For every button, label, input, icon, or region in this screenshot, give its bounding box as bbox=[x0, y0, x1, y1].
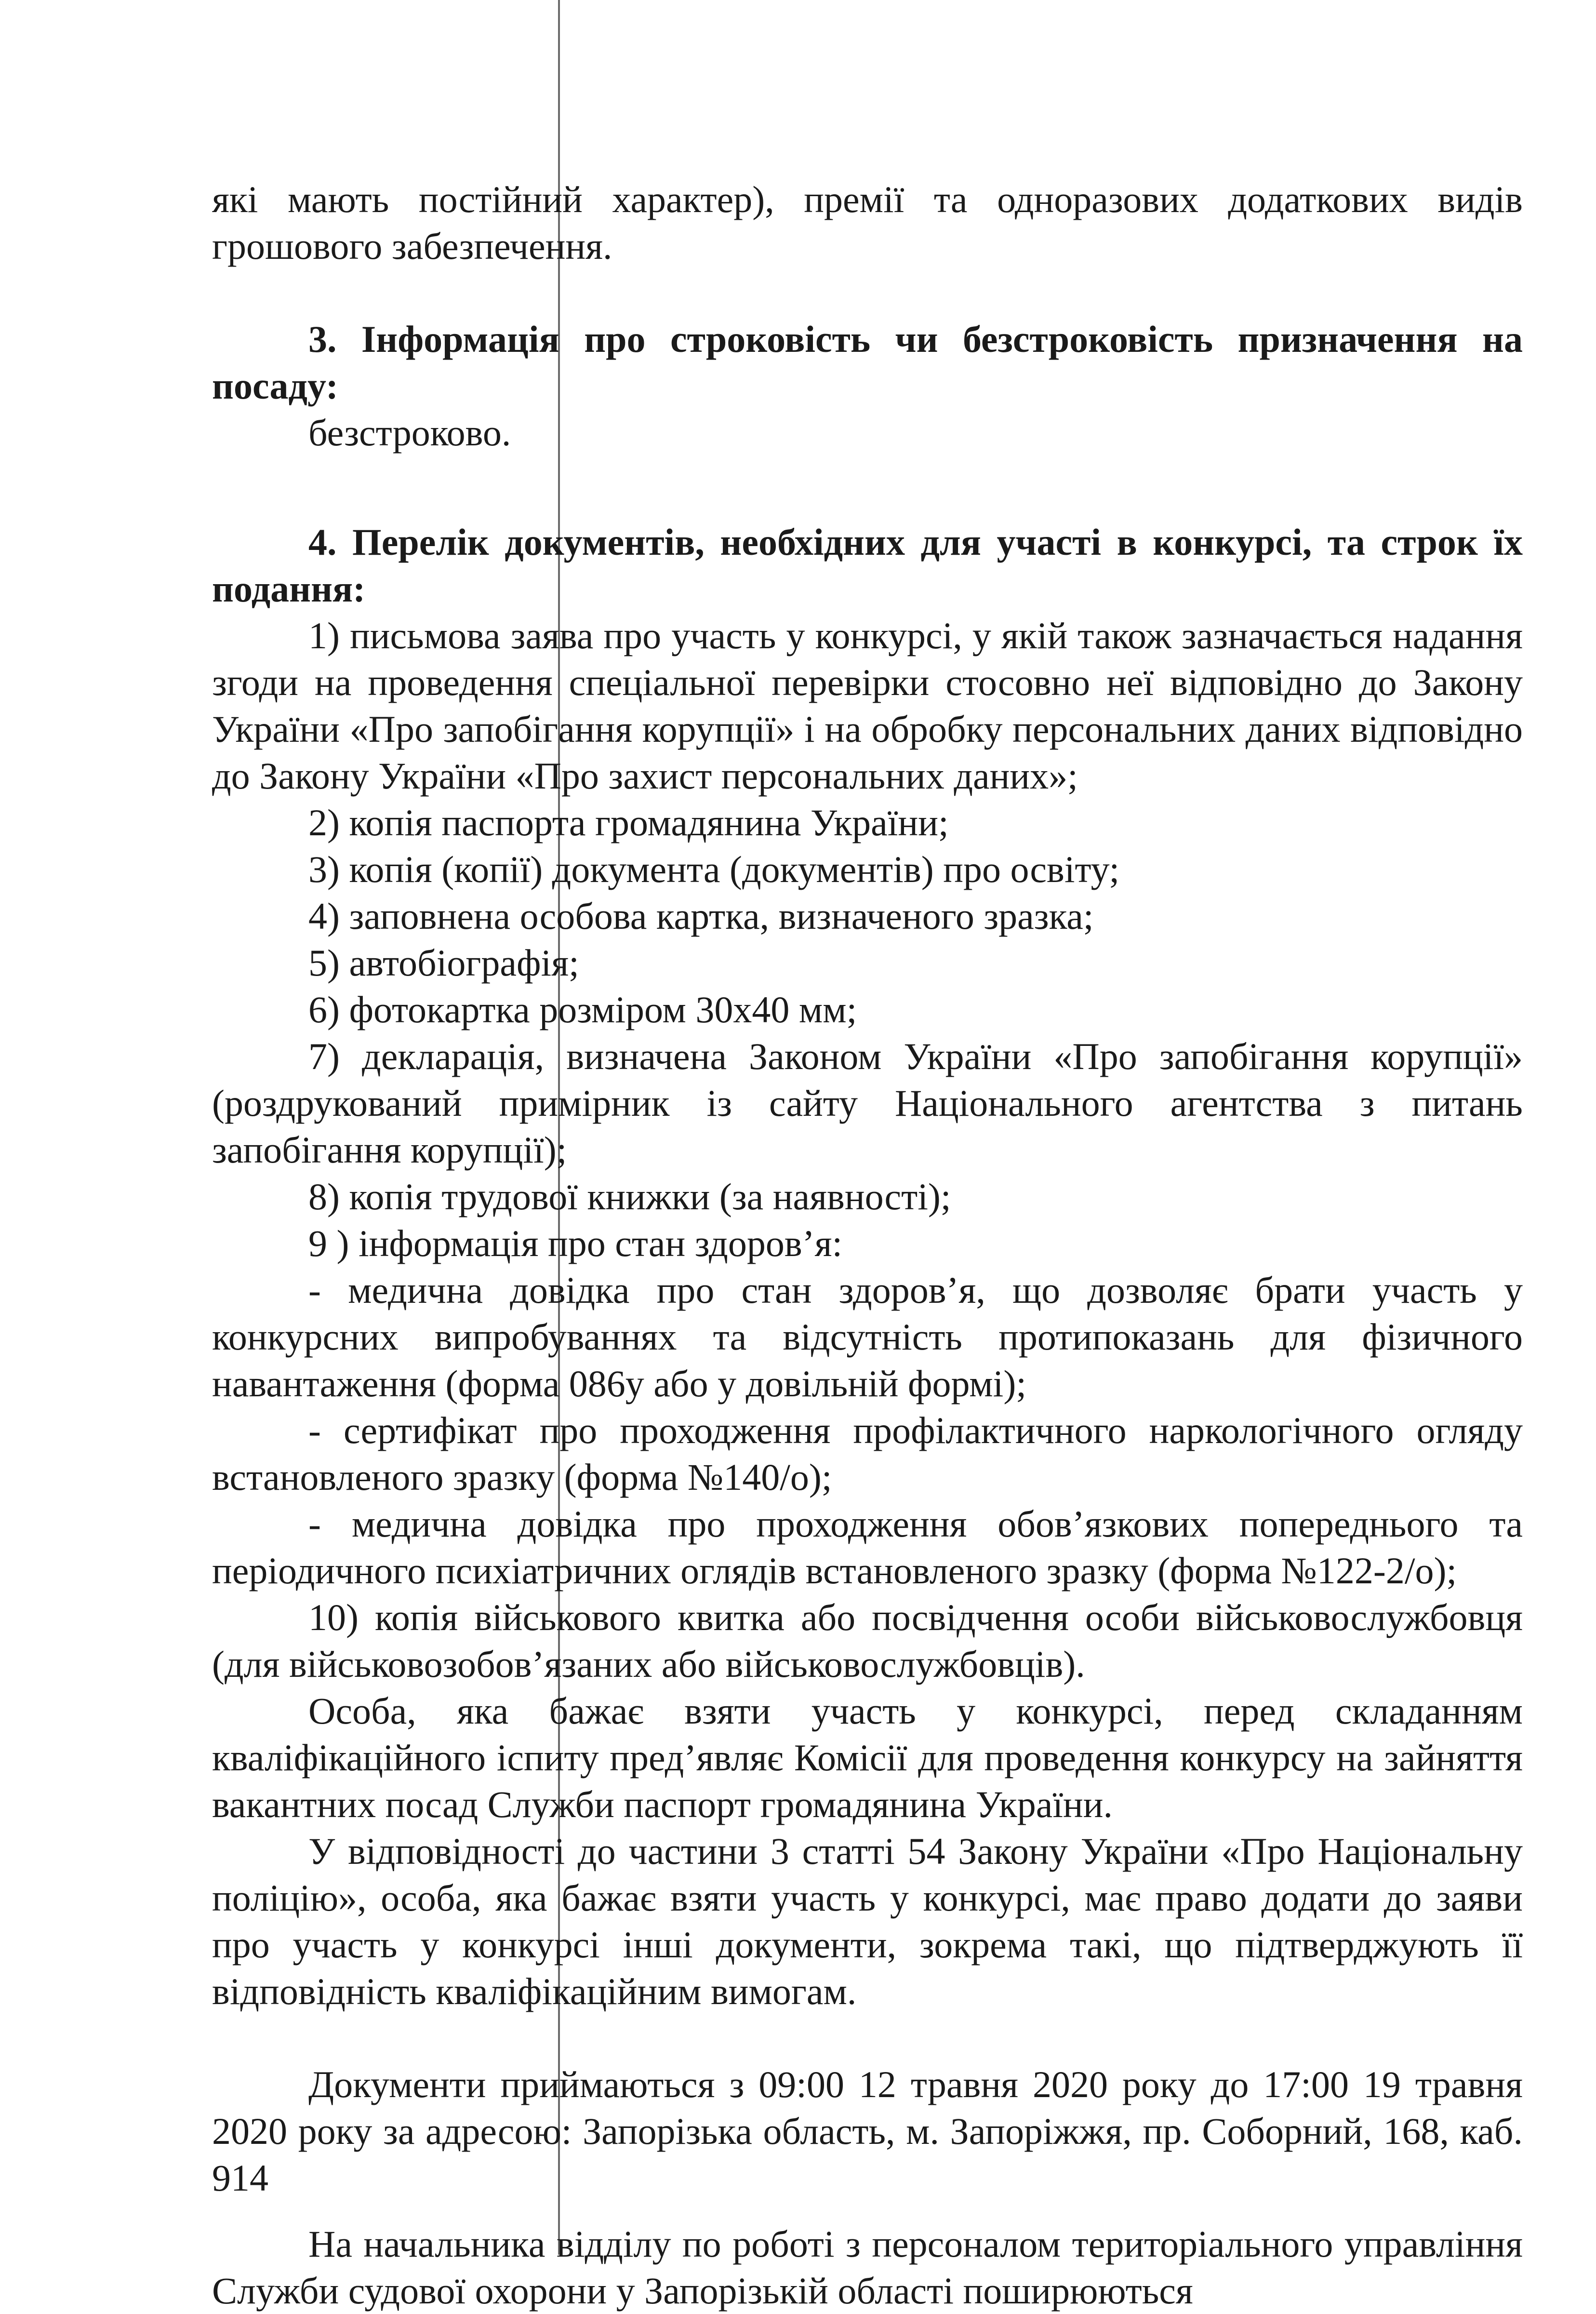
closing-paragraph: На начальника відділу по роботі з персоналом територіального управління Служби судової охорони у Запорізькій області поширюються bbox=[212, 2223, 1523, 2312]
document-list-item: 6) фотокартка розміром 30х40 мм; bbox=[308, 989, 857, 1030]
law-paragraph: У відповідності до частини 3 статті 54 Закону України «Про Національну поліцію», особа, яка бажає взяти участь у конкурсі, має право додати до заяви про участь у конкурсі інші документи, зокрема такі, що підтверджують її відповідність кваліфікаційним вимогам. bbox=[212, 1830, 1523, 2012]
document-list-item: 5) автобіографія; bbox=[308, 942, 579, 984]
document-list-item: 8) копія трудової книжки (за наявності); bbox=[308, 1176, 951, 1217]
document-list-item: 4) заповнена особова картка, визначеного зразка; bbox=[308, 895, 1094, 937]
document-list-item: 1) письмова заява про участь у конкурсі, у якій також зазначається надання згоди на проведення спеціальної перевірки стосовно неї відповідно до Закону України «Про запобігання корупції» і на обробку персональних даних відповідно до Закону України «Про захист персональних даних»; bbox=[212, 615, 1523, 797]
document-list-item: - медична довідка про стан здоров’я, що дозволяє брати участь у конкурсних випробуваннях та відсутність протипоказань для фізичного навантаження (форма 086у або у довільній формі); bbox=[212, 1269, 1523, 1404]
intro-paragraph: які мають постійний характер), премії та одноразових додаткових видів грошового забезпечення. bbox=[212, 178, 1523, 267]
document-list-item: - сертифікат про проходження профілактичного наркологічного огляду встановленого зразку (форма №140/о); bbox=[212, 1409, 1523, 1498]
section-3-value: безстроково. bbox=[308, 412, 511, 454]
document-list-item: 7) декларація, визначена Законом України «Про запобігання корупції» (роздрукований примірник із сайту Національного агентства з питань запобігання корупції); bbox=[212, 1035, 1523, 1171]
section-3-heading: 3. Інформація про строковість чи безстроковість призначення на посаду: bbox=[212, 318, 1523, 407]
section-4-heading: 4. Перелік документів, необхідних для участі в конкурсі, та строк їх подання: bbox=[212, 521, 1523, 610]
document-list-item: 3) копія (копії) документа (документів) про освіту; bbox=[308, 848, 1120, 890]
document-body bbox=[212, 176, 1523, 2314]
passport-paragraph: Особа, яка бажає взяти участь у конкурсі, перед складанням кваліфікаційного іспиту пред’являє Комісії для проведення конкурсу на зайняття вакантних посад Служби паспорт громадянина України. bbox=[212, 1690, 1523, 1825]
dates-paragraph: Документи приймаються з 09:00 12 травня 2020 року до 17:00 19 травня 2020 року за адресою: Запорізька область, м. Запоріжжя, пр. Соборний, 168, каб. 914 bbox=[212, 2063, 1523, 2199]
document-list-item: 9 ) інформація про стан здоров’я: bbox=[308, 1222, 843, 1264]
document-list-item: - медична довідка про проходження обов’язкових попереднього та періодичного психіатричних оглядів встановленого зразку (форма №122-2/о); bbox=[212, 1503, 1523, 1592]
document-list-item: 2) копія паспорта громадянина України; bbox=[308, 802, 949, 843]
document-list-item: 10) копія військового квитка або посвідчення особи військовослужбовця (для військовозобов’язаних або військовослужбовців). bbox=[212, 1596, 1523, 1685]
